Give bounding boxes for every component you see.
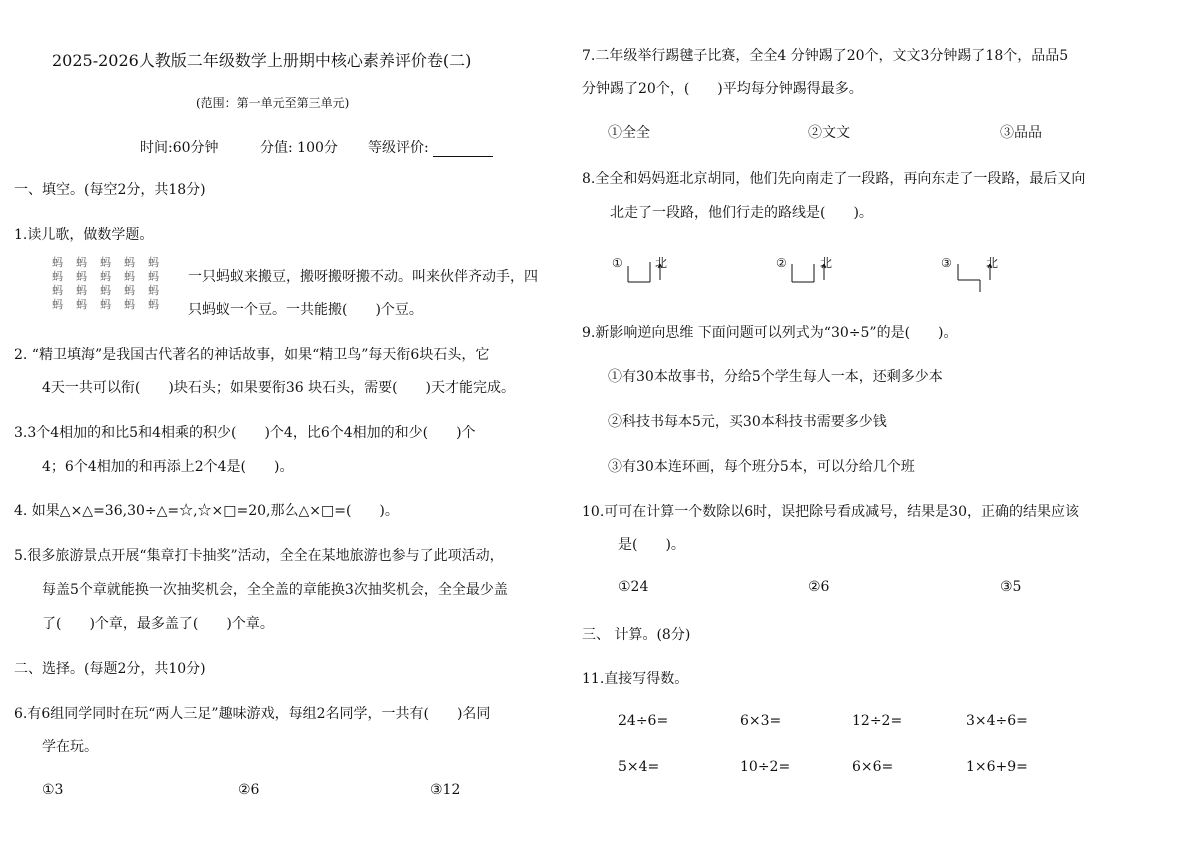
north-label: 北 bbox=[820, 256, 833, 270]
north-label: 北 bbox=[655, 256, 668, 270]
calc-item[interactable]: 12÷2= bbox=[852, 713, 903, 729]
grade-blank[interactable] bbox=[433, 142, 493, 157]
q5-line1: 5.很多旅游景点开展“集章打卡抽奖”活动，全全在某地旅游也参与了此项活动， bbox=[14, 548, 504, 564]
ant-icon: 蚂 bbox=[100, 256, 111, 269]
q9-option-1[interactable]: ①有30本故事书，分给5个学生每人一本，还剩多少本 bbox=[608, 369, 943, 385]
exam-scope: (范围：第一单元至第三单元) bbox=[196, 96, 350, 110]
q6-option-1[interactable]: ①3 bbox=[42, 782, 64, 798]
q7-option-2[interactable]: ②文文 bbox=[808, 125, 850, 141]
ant-icon: 蚂 bbox=[52, 270, 63, 283]
q4-line1: 4. 如果△×△=36,30÷△=☆,☆×□=20,那么△×□=( )。 bbox=[14, 503, 399, 519]
q2-line2: 4天一共可以衔( )块石头；如果要衔36 块石头，需要( )天才能完成。 bbox=[42, 380, 516, 396]
calc-item[interactable]: 6×6= bbox=[852, 759, 894, 775]
ant-icon: 蚂 bbox=[148, 284, 159, 297]
q8-option-3-label: ③ bbox=[941, 256, 952, 270]
q10-option-3[interactable]: ③5 bbox=[1000, 579, 1022, 595]
ant-icon: 蚂 bbox=[52, 298, 63, 311]
q10-option-2[interactable]: ②6 bbox=[808, 579, 830, 595]
q9-option-3[interactable]: ③有30本连环画，每个班分5本，可以分给几个班 bbox=[608, 459, 915, 475]
time-label: 时间:60分钟 bbox=[140, 140, 219, 156]
section3-heading: 三、 计算。(8分) bbox=[582, 627, 691, 643]
calc-item[interactable]: 1×6+9= bbox=[966, 759, 1028, 775]
ant-icon: 蚂 bbox=[100, 284, 111, 297]
q6-option-3[interactable]: ③12 bbox=[430, 782, 461, 798]
q5-line2: 每盖5个章就能换一次抽奖机会，全全盖的章能换3次抽奖机会，全全最少盖 bbox=[42, 582, 508, 598]
ant-icon: 蚂 bbox=[76, 270, 87, 283]
ant-icon: 蚂 bbox=[148, 256, 159, 269]
section2-heading: 二、选择。(每题2分，共10分) bbox=[14, 661, 206, 677]
q6-line2: 学在玩。 bbox=[42, 739, 98, 755]
section1-heading: 一、填空。(每空2分，共18分) bbox=[14, 182, 206, 198]
q1-poem-line2: 只蚂蚁一个豆。一共能搬( )个豆。 bbox=[188, 302, 423, 318]
q9-option-2[interactable]: ②科技书每本5元，买30本科技书需要多少钱 bbox=[608, 414, 887, 430]
q7-line2: 分钟踢了20个，( )平均每分钟踢得最多。 bbox=[582, 81, 863, 97]
ant-icon: 蚂 bbox=[76, 298, 87, 311]
ant-icon: 蚂 bbox=[148, 298, 159, 311]
grade-label-text: 等级评价: bbox=[368, 140, 429, 156]
q3-line2: 4；6个4相加的和再添上2个4是( )。 bbox=[42, 459, 294, 475]
q7-option-3[interactable]: ③品品 bbox=[1000, 125, 1042, 141]
q1-title: 1.读儿歌，做数学题。 bbox=[14, 227, 154, 243]
ant-icon: 蚂 bbox=[100, 270, 111, 283]
q8-line2: 北走了一段路，他们行走的路线是( )。 bbox=[610, 205, 873, 221]
q1-poem-line1: 一只蚂蚁来搬豆，搬呀搬呀搬不动。叫来伙伴齐动手，四 bbox=[188, 269, 538, 285]
calc-item[interactable]: 5×4= bbox=[618, 759, 660, 775]
grade-label bbox=[368, 137, 493, 157]
q6-line1: 6.有6组同学同时在玩“两人三足”趣味游戏，每组2名同学，一共有( )名同 bbox=[14, 706, 491, 722]
q3-line1: 3.3个4相加的和比5和4相乘的积少( )个4，比6个4相加的和少( )个 bbox=[14, 425, 476, 441]
north-label: 北 bbox=[986, 256, 999, 270]
q11-title: 11.直接写得数。 bbox=[582, 671, 689, 687]
ant-icon: 蚂 bbox=[76, 256, 87, 269]
q10-option-1[interactable]: ①24 bbox=[618, 579, 649, 595]
ant-icon: 蚂 bbox=[124, 270, 135, 283]
ant-icon: 蚂 bbox=[52, 284, 63, 297]
calc-item[interactable]: 3×4÷6= bbox=[966, 713, 1028, 729]
ant-icon: 蚂 bbox=[100, 298, 111, 311]
ant-icon: 蚂 bbox=[124, 298, 135, 311]
q7-line1: 7.二年级举行踢毽子比赛，全全4 分钟踢了20个，文文3分钟踢了18个，品品5 bbox=[582, 48, 1069, 64]
q8-line1: 8.全全和妈妈逛北京胡同，他们先向南走了一段路，再向东走了一段路，最后又向 bbox=[582, 171, 1086, 187]
q2-line1: 2. “精卫填海”是我国古代著名的神话故事，如果“精卫鸟”每天衔6块石头，它 bbox=[14, 347, 490, 363]
ant-icon: 蚂 bbox=[124, 256, 135, 269]
ants-illustration bbox=[52, 256, 172, 316]
ant-icon: 蚂 bbox=[124, 284, 135, 297]
calc-item[interactable]: 24÷6= bbox=[618, 713, 669, 729]
q8-option-2-label: ② bbox=[776, 256, 787, 270]
score-label: 分值: 100分 bbox=[260, 140, 338, 156]
q10-line2: 是( )。 bbox=[618, 537, 685, 553]
calc-item[interactable]: 6×3= bbox=[740, 713, 782, 729]
calc-item[interactable]: 10÷2= bbox=[740, 759, 791, 775]
q9-line1: 9.新影响逆向思维 下面问题可以列式为“30÷5”的是( )。 bbox=[582, 325, 958, 341]
page-title: 2025-2026人教版二年级数学上册期中核心素养评价卷(二) bbox=[52, 51, 472, 70]
q8-option-1-label: ① bbox=[612, 256, 623, 270]
ant-icon: 蚂 bbox=[76, 284, 87, 297]
q7-option-1[interactable]: ①全全 bbox=[608, 125, 650, 141]
ant-icon: 蚂 bbox=[52, 256, 63, 269]
q6-option-2[interactable]: ②6 bbox=[238, 782, 260, 798]
q10-line1: 10.可可在计算一个数除以6时，误把除号看成减号，结果是30，正确的结果应该 bbox=[582, 504, 1079, 520]
q5-line3: 了( )个章，最多盖了( )个章。 bbox=[42, 616, 274, 632]
ant-icon: 蚂 bbox=[148, 270, 159, 283]
